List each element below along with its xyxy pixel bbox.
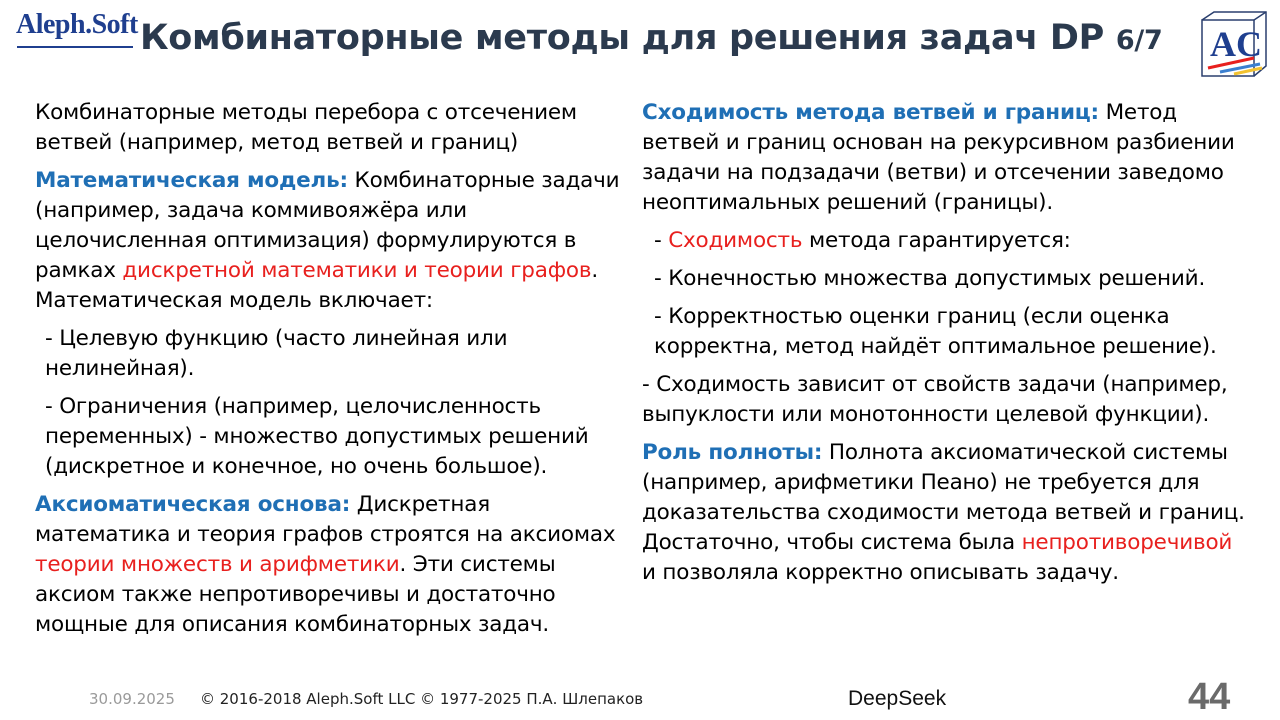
- convergence-guaranteed-text: метода гарантируется:: [802, 228, 1071, 253]
- ac-cube-logo: [1200, 10, 1268, 78]
- left-column: [35, 98, 625, 648]
- objective-function-item: - Целевую функцию (часто линейная или нелинейная).: [45, 326, 508, 381]
- completeness-highlight: непротиворечивой: [1021, 530, 1233, 555]
- slide-part-marker: 6/7: [1115, 25, 1163, 56]
- completeness-role-paragraph: [642, 438, 1252, 588]
- constraints-item: - Ограничения (например, целочисленность переменных) - множество допустимых решений (дискретное и конечное, но очень большое).: [45, 394, 589, 479]
- right-column: [642, 98, 1252, 596]
- convergence-text: Метод ветвей и границ основан на рекурсивном разбиении задачи на подзадачи (ветви) и отсечении заведомо неоптимальных решений (границы).: [642, 100, 1235, 215]
- bounds-correctness-item: - Корректностью оценки границ (если оценка корректна, метод найдёт оптимальное решение).: [654, 304, 1217, 359]
- finiteness-item: - Конечностью множества допустимых решений.: [654, 266, 1206, 291]
- axiom-text-2: . Эти системы аксиом также непротиворечивы и достаточно мощные для описания комбинаторных задач.: [35, 552, 556, 637]
- convergence-paragraph: [642, 98, 1252, 218]
- math-model-text-2: . Математическая модель включает:: [35, 258, 598, 313]
- completeness-text-2: и позволяла корректно описывать задачу.: [642, 560, 1119, 585]
- math-model-paragraph: [35, 166, 625, 316]
- footer-brand: DeepSeek: [848, 687, 947, 710]
- slide-title-text: Комбинаторные методы для решения задач DP: [140, 18, 1105, 58]
- footer-date: 30.09.2025: [89, 690, 175, 708]
- footer-copyright: © 2016-2018 Aleph.Soft LLC © 1977-2025 П.А. Шлепаков: [200, 690, 644, 708]
- convergence-highlight: Сходимость: [668, 228, 803, 253]
- intro-paragraph: Комбинаторные методы перебора с отсечением ветвей (например, метод ветвей и границ): [35, 100, 577, 155]
- axiom-basis-paragraph: [35, 490, 625, 640]
- axiom-basis-heading: Аксиоматическая основа:: [35, 492, 351, 517]
- convergence-guaranteed-item: [642, 226, 1252, 256]
- completeness-role-heading: Роль полноты:: [642, 440, 823, 465]
- math-model-text-1: Комбинаторные задачи (например, задача коммивояжёра или целочисленная оптимизация) формулируются в рамках: [35, 168, 620, 283]
- completeness-text-1: Полнота аксиоматической системы (например, арифметики Пеано) не требуется для доказательства сходимости метода ветвей и границ. Достаточно, чтобы система была: [642, 440, 1245, 555]
- slide-title: [140, 14, 1162, 65]
- convergence-heading: Сходимость метода ветвей и границ:: [642, 100, 1099, 125]
- aleph-soft-logo: Aleph.Soft: [16, 9, 138, 40]
- slide-number: 44: [1188, 676, 1231, 718]
- logo-underline: [17, 46, 133, 48]
- dash: -: [654, 228, 669, 253]
- axiom-text-1: Дискретная математика и теория графов строятся на аксиомах: [35, 492, 616, 547]
- cube-letters: AC: [1210, 24, 1262, 64]
- math-model-heading: Математическая модель:: [35, 168, 348, 193]
- axiom-highlight: теории множеств и арифметики: [35, 552, 400, 577]
- task-properties-item: - Сходимость зависит от свойств задачи (например, выпуклости или монотонности целевой функции).: [642, 372, 1228, 427]
- math-model-highlight: дискретной математики и теории графов: [122, 258, 592, 283]
